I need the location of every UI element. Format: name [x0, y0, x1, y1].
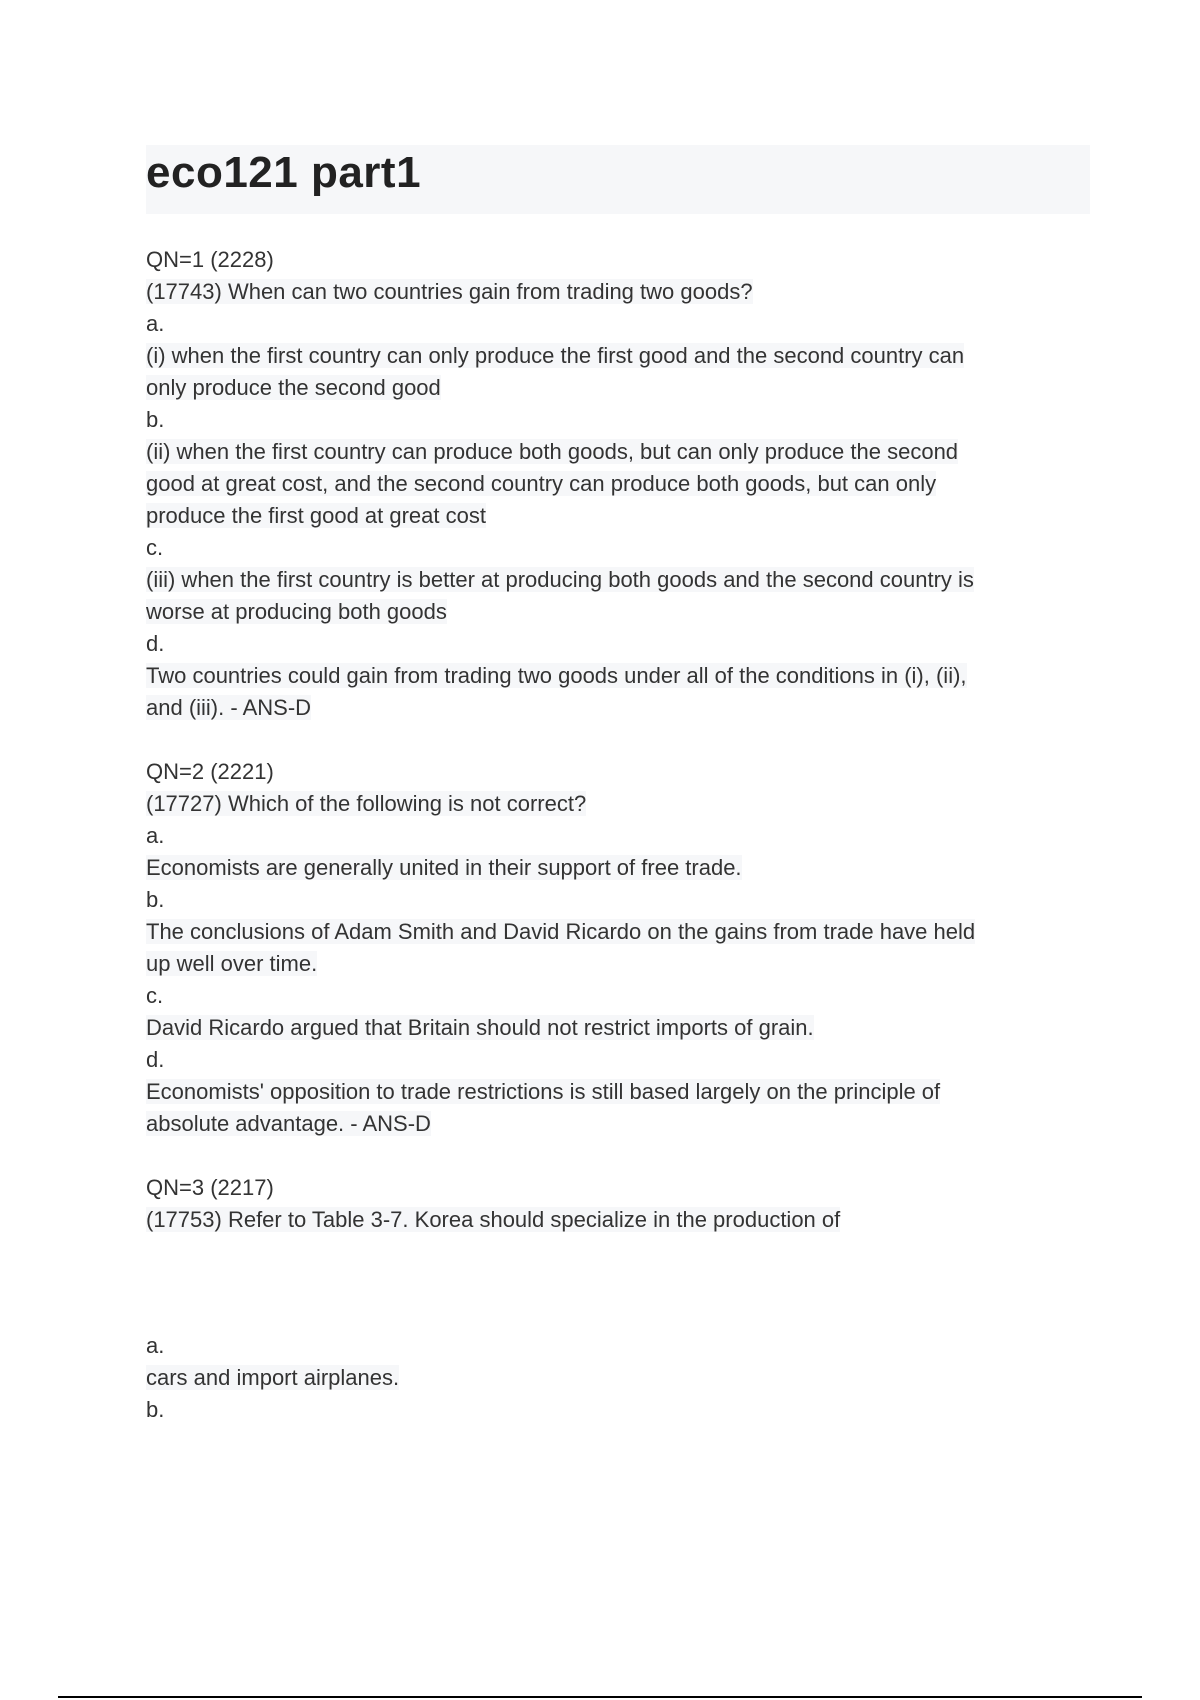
option-letter-b: b. [146, 1397, 165, 1422]
answer-line: absolute advantage. - ANS-D [146, 1111, 431, 1136]
option-letter-a: a. [146, 823, 165, 848]
option-text-line: The conclusions of Adam Smith and David Ricardo on the gains from trade have held [146, 919, 976, 944]
question-stem: (17743) When can two countries gain from trading two goods? [146, 279, 753, 304]
question-1 [146, 244, 1076, 724]
option-letter-b: b. [146, 887, 165, 912]
question-stem: (17727) Which of the following is not correct? [146, 791, 587, 816]
option-text-line: worse at producing both goods [146, 599, 447, 624]
option-letter-b: b. [146, 407, 165, 432]
option-text-line: up well over time. [146, 951, 318, 976]
spacer [146, 1140, 1076, 1172]
option-text-line: (i) when the first country can only produce the first good and the second country can [146, 343, 965, 368]
option-text-line: (ii) when the first country can produce both goods, but can only produce the second [146, 439, 959, 464]
question-number: QN=1 (2228) [146, 247, 274, 272]
option-text-line: Economists' opposition to trade restrictions is still based largely on the principle of [146, 1079, 941, 1104]
option-text-line: Two countries could gain from trading two goods under all of the conditions in (i), (ii), [146, 663, 967, 688]
question-stem: (17753) Refer to Table 3-7. Korea should specialize in the production of [146, 1207, 841, 1232]
footer-divider [58, 1696, 1142, 1698]
option-letter-c: c. [146, 983, 164, 1008]
option-text-line: David Ricardo argued that Britain should not restrict imports of grain. [146, 1015, 814, 1040]
option-text-line: good at great cost, and the second country can produce both goods, but can only [146, 471, 937, 496]
option-letter-c: c. [146, 535, 164, 560]
spacer [146, 724, 1076, 756]
missing-table-area [146, 1236, 1076, 1330]
option-letter-d: d. [146, 631, 165, 656]
option-text-line: produce the first good at great cost [146, 503, 486, 528]
question-2 [146, 756, 1076, 1140]
option-text-line: Economists are generally united in their support of free trade. [146, 855, 742, 880]
option-letter-a: a. [146, 1333, 165, 1358]
question-3 [146, 1172, 1076, 1426]
option-letter-d: d. [146, 1047, 165, 1072]
option-text-line: cars and import airplanes. [146, 1365, 400, 1390]
option-text-line: (iii) when the first country is better at producing both goods and the second country is [146, 567, 974, 592]
question-number: QN=2 (2221) [146, 759, 274, 784]
document-content [146, 244, 1076, 1426]
question-number: QN=3 (2217) [146, 1175, 274, 1200]
answer-line: and (iii). - ANS-D [146, 695, 312, 720]
option-text-line: only produce the second good [146, 375, 441, 400]
option-letter-a: a. [146, 311, 165, 336]
document-title: eco121 part1 [146, 148, 422, 197]
